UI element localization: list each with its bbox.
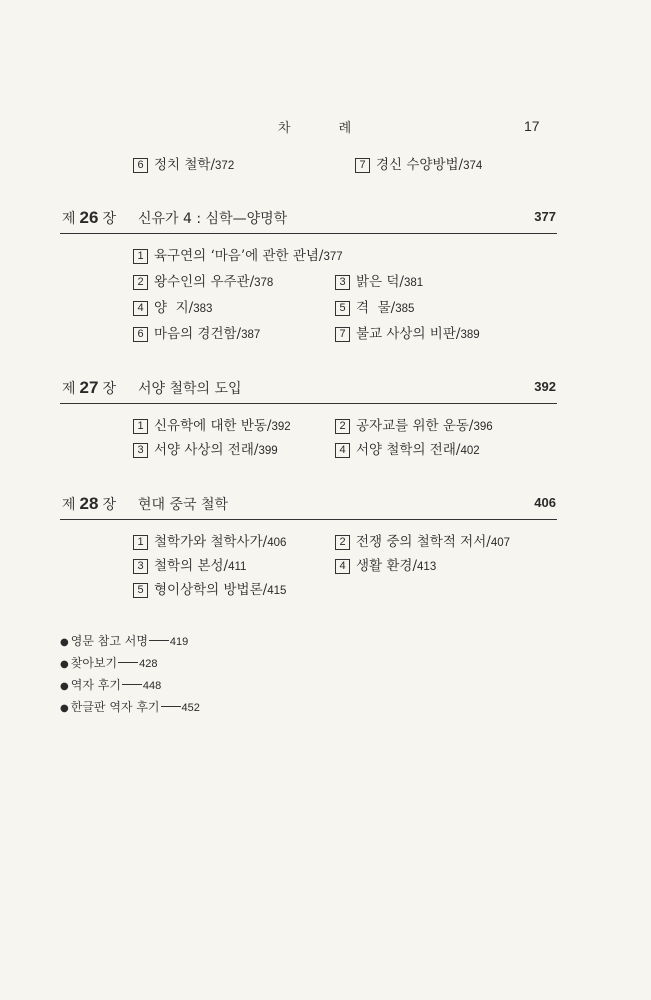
entry-number-box: 1: [133, 419, 148, 434]
entry-page: 407: [490, 537, 510, 549]
entry-number-box: 2: [335, 419, 350, 434]
entry-title: 마음의 경건함: [154, 326, 237, 342]
entry-title: 서양 사상의 전래: [154, 442, 254, 458]
entry-title: 밝은 덕: [356, 274, 400, 290]
entry-title: 형이상학의 방법론: [154, 582, 263, 598]
toc-entry: 2 공자교를 위한 운동/396: [335, 414, 493, 434]
entry-page: 377: [323, 251, 343, 263]
entry-number-box: 1: [133, 535, 148, 550]
entry-page: 392: [271, 421, 291, 433]
backmatter-title: 한글판 역자 후기: [70, 700, 160, 714]
page-number: 17: [524, 118, 540, 134]
entry-page: 389: [460, 329, 480, 341]
toc-entry: 6 마음의 경건함/387: [133, 322, 260, 342]
chapter-rule: [60, 519, 557, 520]
entry-number-box: 7: [335, 327, 350, 342]
toc-entry: 5 형이상학의 방법론/415: [133, 578, 286, 598]
entry-page: 383: [193, 303, 213, 315]
entry-page: 385: [395, 303, 415, 315]
backmatter-page: 452: [181, 702, 200, 714]
entry-title: 공자교를 위한 운동: [356, 418, 469, 434]
entry-page: 387: [241, 329, 261, 341]
entry-number-box: 1: [133, 249, 148, 264]
entry-number-box: 6: [133, 327, 148, 342]
entry-number-box: 3: [133, 559, 148, 574]
backmatter-item: [60, 698, 200, 715]
entry-title: 육구연의 ‘마음’에 관한 관념: [154, 248, 319, 264]
toc-entry: 2 왕수인의 우주관/378: [133, 270, 273, 290]
leader-dash: [161, 706, 181, 707]
backmatter-page: 419: [169, 636, 189, 648]
entry-page: 381: [403, 277, 424, 289]
backmatter-item: [60, 676, 161, 693]
entry-number-box: 6: [133, 158, 148, 173]
toc-entry: 1 철학가와 철학사가/406: [133, 530, 286, 550]
entry-number-box: 3: [133, 443, 148, 458]
entry-title: 불교 사상의 비판: [356, 326, 456, 342]
entry-page: 374: [463, 160, 483, 172]
toc-entry: 2 전쟁 중의 철학적 저서/407: [335, 530, 510, 550]
entry-page: 399: [258, 445, 278, 457]
chapter-heading-28: [62, 494, 556, 516]
entry-title: 생활 환경: [356, 558, 413, 574]
bullet-icon: ●: [60, 637, 69, 648]
backmatter-title: 찾아보기: [70, 656, 118, 670]
chapter-heading-27: [62, 378, 556, 400]
chapter-page: 392: [534, 379, 556, 394]
entry-page: 415: [267, 585, 287, 597]
entry-number-box: 4: [133, 301, 148, 316]
entry-title: 철학가와 철학사가: [154, 534, 263, 550]
entry-number-box: 3: [335, 275, 350, 290]
entry-page: 402: [460, 445, 480, 457]
leader-dash: [122, 684, 142, 685]
bullet-icon: ●: [60, 659, 69, 670]
entry-number-box: 5: [133, 583, 148, 598]
backmatter-title: 역자 후기: [70, 678, 121, 692]
entry-page: 396: [473, 421, 493, 433]
chapter-title: 서양 철학의 도입: [138, 381, 242, 397]
chapter-label: 제 27 장: [62, 378, 116, 397]
entry-title: 격 물: [356, 300, 391, 316]
chapter-label: 제 28 장: [62, 494, 116, 513]
leader-dash: [149, 640, 169, 641]
entry-title: 서양 철학의 전래: [356, 442, 456, 458]
entry-title: 신유학에 대한 반동: [154, 418, 267, 434]
toc-entry: 3 밝은 덕/381: [335, 270, 423, 290]
entry-title: 왕수인의 우주관: [154, 274, 250, 290]
toc-entry: 3 철학의 본성/411: [133, 554, 246, 574]
entry-page: 372: [215, 160, 235, 172]
entry-title: 정치 철학: [154, 157, 211, 173]
toc-entry: 1 육구연의 ‘마음’에 관한 관념/377: [133, 244, 343, 264]
running-header-title: 차 례: [277, 121, 374, 136]
chapter-label: 제 26 장: [62, 208, 116, 227]
entry-page: 406: [267, 537, 287, 549]
entry-number-box: 4: [335, 559, 350, 574]
chapter-page: 377: [534, 209, 556, 224]
leader-dash: [118, 662, 138, 663]
toc-entry: 4 양 지/383: [133, 296, 212, 316]
chapter-title: 신유가 4 : 심학—양명학: [138, 211, 288, 227]
toc-entry: 4 생활 환경/413: [335, 554, 436, 574]
toc-entry: 7 불교 사상의 비판/389: [335, 322, 480, 342]
entry-number-box: 2: [133, 275, 148, 290]
entry-page: 411: [228, 561, 247, 573]
toc-entry: 6 정치 철학/372: [133, 153, 234, 173]
entry-number-box: 5: [335, 301, 350, 316]
entry-number-box: 2: [335, 535, 350, 550]
entry-title: 철학의 본성: [154, 558, 224, 574]
toc-entry: 7 경신 수양방법/374: [355, 153, 482, 173]
toc-entry: 4 서양 철학의 전래/402: [335, 438, 480, 458]
chapter-title: 현대 중국 철학: [138, 497, 229, 513]
bullet-icon: ●: [60, 681, 69, 692]
entry-title: 전쟁 중의 철학적 저서: [356, 534, 487, 550]
backmatter-item: [60, 654, 157, 671]
toc-entry: 1 신유학에 대한 반동/392: [133, 414, 291, 434]
chapter-page: 406: [534, 495, 556, 510]
entry-page: 378: [254, 277, 274, 289]
entry-number-box: 7: [355, 158, 370, 173]
chapter-rule: [60, 233, 557, 234]
backmatter-page: 448: [142, 680, 162, 692]
entry-title: 경신 수양방법: [376, 157, 459, 173]
entry-page: 413: [417, 561, 437, 573]
entry-number-box: 4: [335, 443, 350, 458]
toc-entry: 3 서양 사상의 전래/399: [133, 438, 278, 458]
backmatter-title: 영문 참고 서명: [70, 634, 148, 648]
entry-title: 양 지: [154, 300, 189, 316]
toc-entry: 5 격 물/385: [335, 296, 414, 316]
bullet-icon: ●: [60, 703, 69, 714]
chapter-rule: [60, 403, 557, 404]
chapter-heading-26: [62, 208, 556, 230]
backmatter-page: 428: [139, 658, 158, 670]
backmatter-item: [60, 632, 188, 649]
